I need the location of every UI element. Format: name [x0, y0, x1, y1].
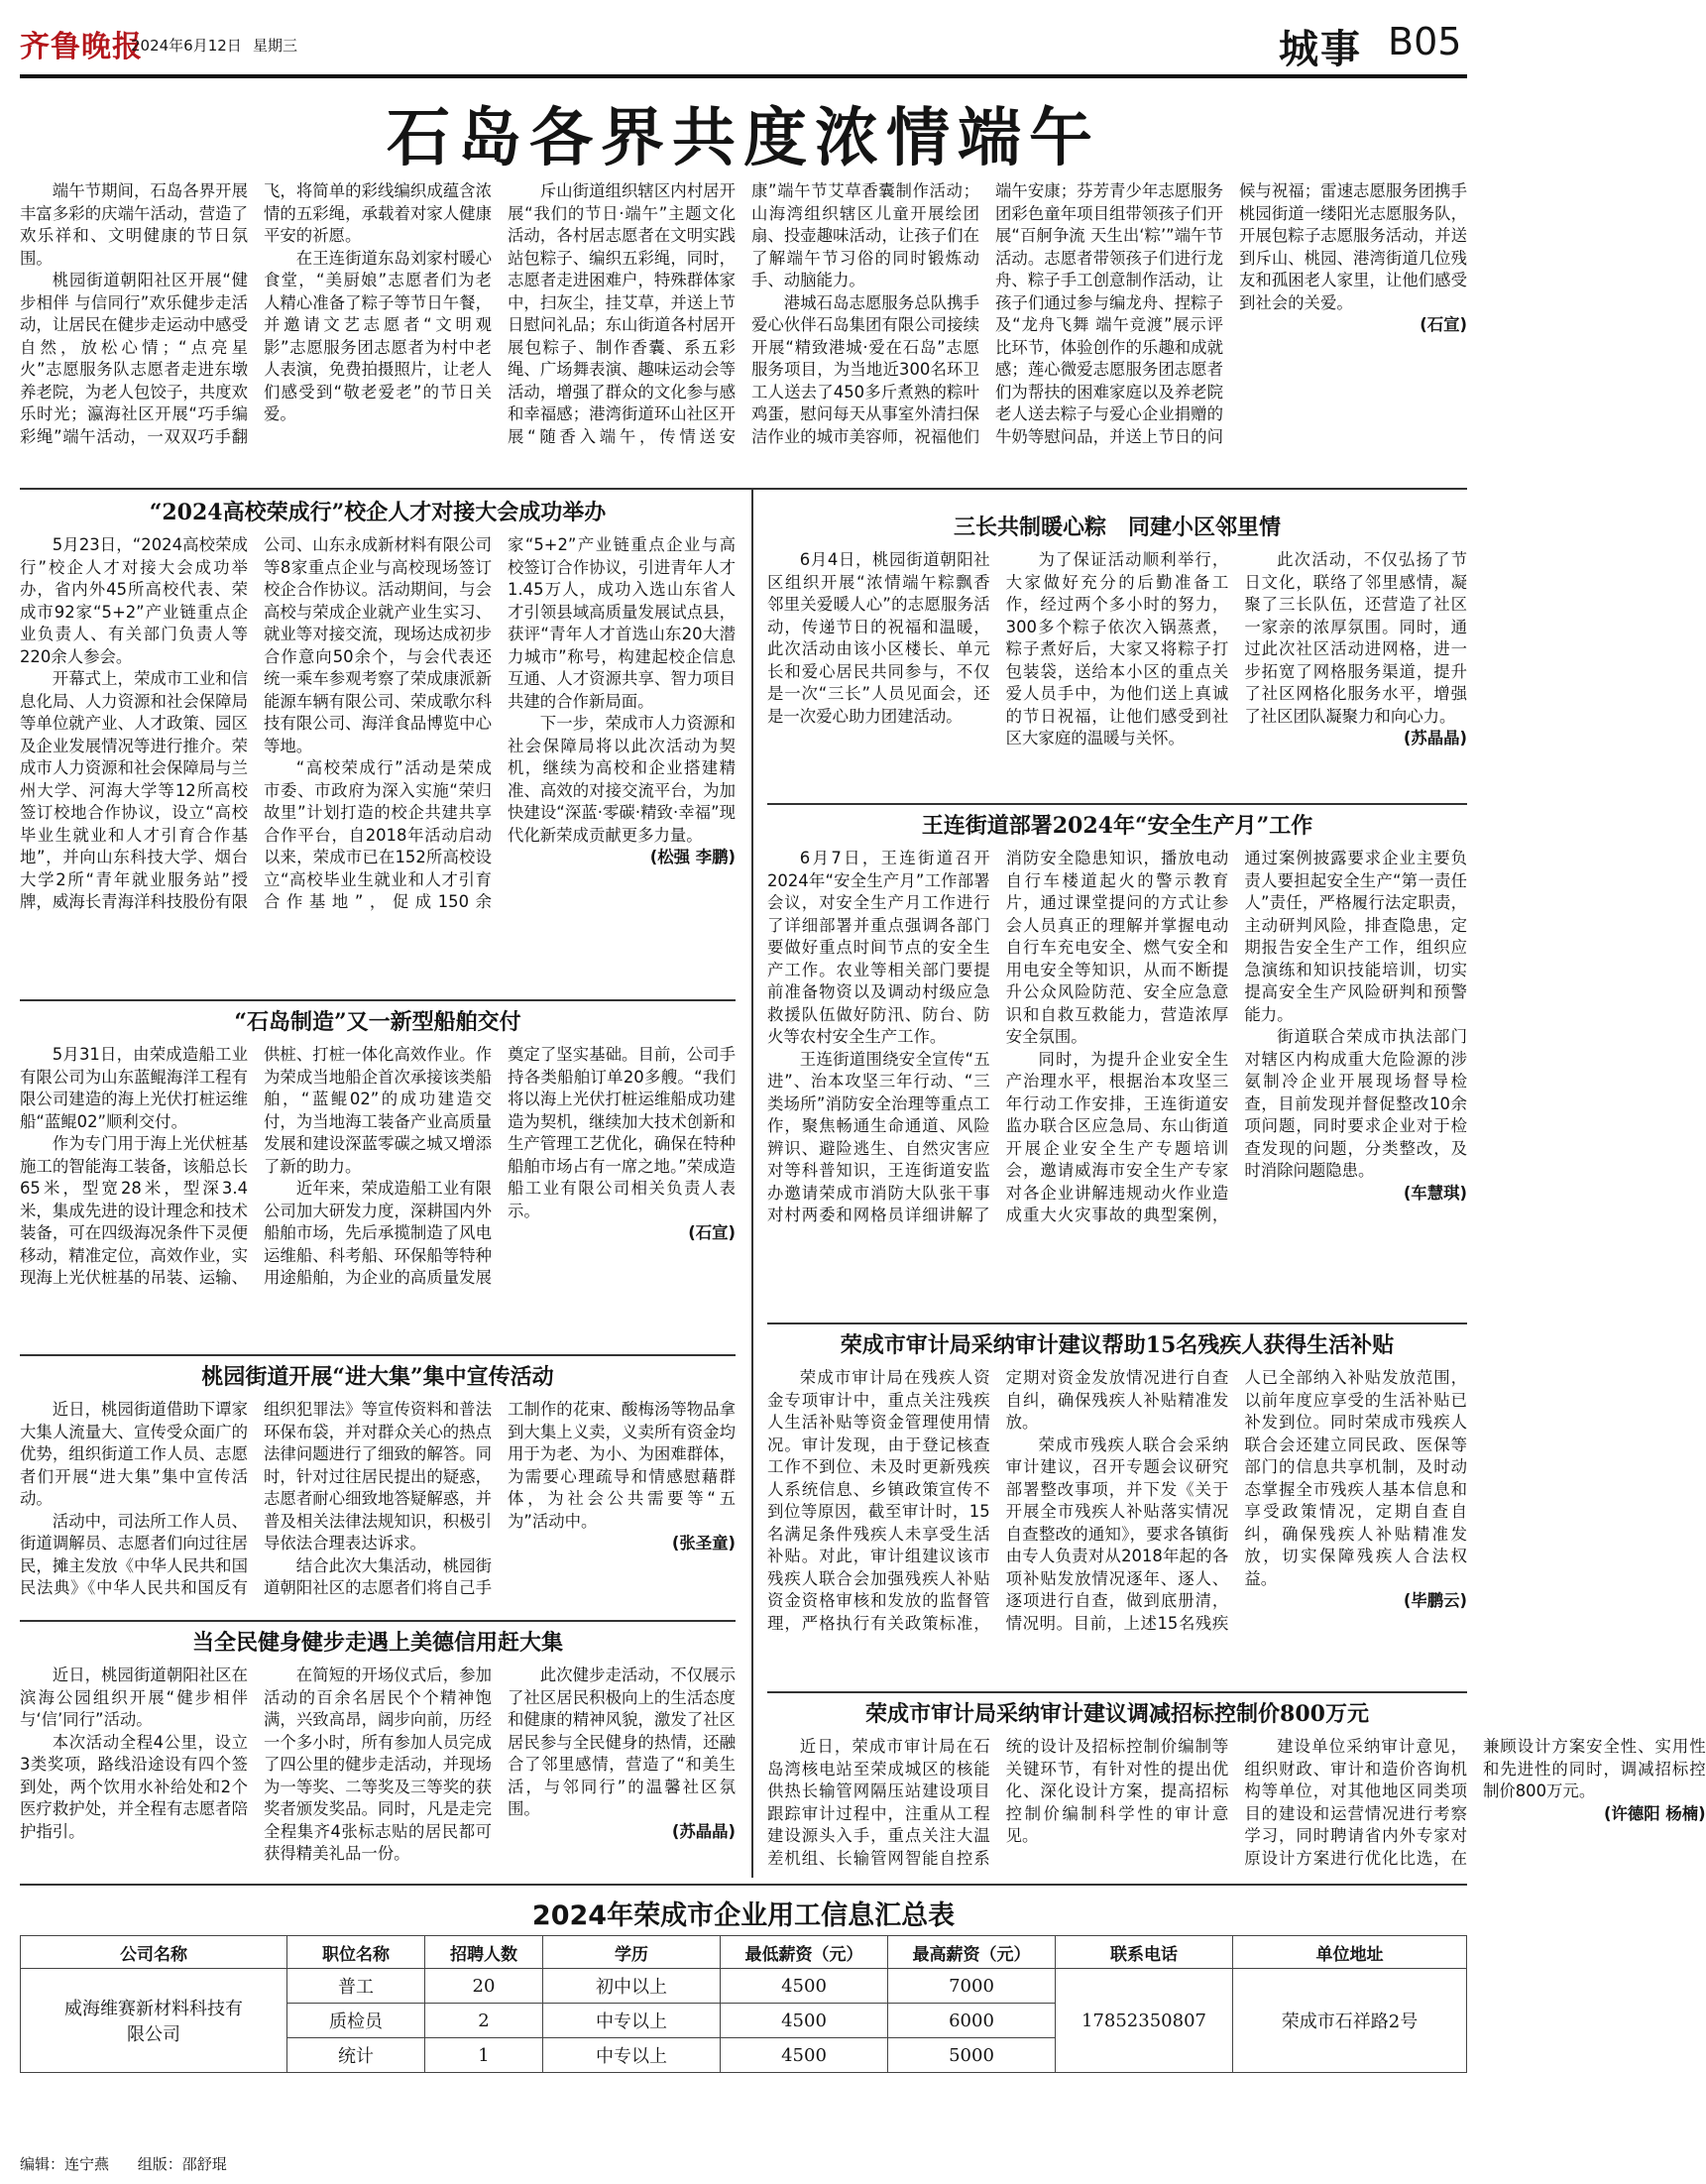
talent-article — [20, 496, 736, 997]
lead-paragraph: 桃园街道朝阳社区开展“健步相伴 与信同行”欢乐健步走活动，让居民在健步走运动中感受自然，放松心情；“点亮星火”志愿服务队志愿者走进东墩养老院，为老人包饺子，共度欢乐时光；瀛海社区开展“巧手编彩绳”端午活动，一双双巧手翻飞，将简单的彩线编织成蕴含浓情的五彩绳，承载着对家人健康平安的祈愿。 — [20, 181, 492, 446]
max-salary-cell: 6000 — [888, 2004, 1056, 2038]
lead-article — [20, 180, 1467, 486]
max-salary-cell: 7000 — [888, 1969, 1056, 2004]
audit-article — [767, 1328, 1467, 1689]
zongzi-body — [767, 549, 1467, 805]
taoyuan-paragraph: 结合此次大集活动，桃园街道朝阳社区的志愿者们将自己手工制作的花束、酸梅汤等物品拿到大集上义卖，义卖所有资金均用于为老、为小、为困难群体，为需要心理疏导和情感慰藉群体，为社会公共需要等“五为”活动中。 — [264, 1400, 736, 1597]
talent-author: (松强 李鹏) — [649, 848, 736, 866]
ship-author-line — [508, 1222, 736, 1245]
lead-paragraph: 在王连街道东岛刘家村暖心食堂，“美厨娘”志愿者们为老人精心准备了粽子等节日午餐，并邀请文艺志愿者“文明观影”志愿服务团志愿者为村中老人表演，免费拍摄照片，让老人们感受到“敬老爱老”的节日关爱。 — [264, 248, 492, 423]
fitness-paragraph: 本次活动全程4公里，设立3类奖项，路线沿途设有四个签到处，两个饮用水补给处和2个医疗救护处，并全程有志愿者陪护指引。 — [20, 1732, 248, 1841]
taoyuan-paragraph: 活动中，司法所工作人员、街道调解员、志愿者们向过往居民，摊主发放《中华人民共和国民法典》《中华人民共和国反有组织犯罪法》等宣传资料和普法环保布袋，并对群众关心的热点法律问题进行了细致的解答。同时，针对过往居民提出的疑惑，志愿者耐心细致地答疑解惑，并普及相关法律法规知识，积极引导依法合理表达诉求。 — [20, 1400, 492, 1597]
talent-paragraph: 下一步，荣成市人力资源和社会保障局将以此次活动为契机，继续为高校和企业搭建精准、高效的对接交流平台，为加快建设“深蓝·零碳·精致·幸福”现代化新荣成贡献更多力量。 — [508, 714, 736, 845]
min-salary-cell: 4500 — [721, 2004, 888, 2038]
header-count: 招聘人数 — [425, 1936, 543, 1969]
issue-weekday: 星期三 — [253, 37, 298, 55]
ship-paragraph: 近年来，荣成造船工业有限公司加大研发力度，深耕国内外船舶市场，先后承揽制造了风电运维船、科考船、环保船等特种用途船舶，为企业的高质量发展奠定了坚实基础。目前，公司手持各类船舶订单20多艘。“我们将以海上光伏打桩运维船成功建造为契机，继续加大技术创新和生产管理工艺优化，确保在特种船舶市场占有一席之地。”荣成造船工业有限公司相关负责人表示。 — [264, 1045, 736, 1287]
lead-author: (石宣) — [1420, 315, 1467, 334]
masthead — [20, 0, 1467, 78]
count-cell: 2 — [425, 2004, 543, 2038]
talent-body — [20, 534, 736, 992]
safety-article — [767, 809, 1467, 1321]
header-company: 公司名称 — [21, 1936, 287, 1969]
count-cell: 20 — [425, 1969, 543, 2004]
divider — [20, 1354, 736, 1356]
page-number: B05 — [1388, 20, 1462, 63]
safety-paragraph: 王连街道围绕安全宣传“五进”、治本攻坚三年行动、“三类场所”消防安全治理等重点工作，聚焦畅通生命通道、风险辨识、避险逃生、自然灾害应对等科普知识，王连街道安监办邀请荣成市消防大队张干事对村两委和网格员详细讲解了消防安全隐患知识，播放电动自行车楼道起火的警示教育片，通过课堂提问的方式让参会人员真正的理解并掌握电动自行车充电安全、燃气安全和用电安全等知识，从而不断提升公众风险防范、安全应急意识和自救互救能力，营造浓厚安全氛围。 — [767, 849, 1229, 1224]
header-phone: 联系电话 — [1056, 1936, 1233, 1969]
header-position: 职位名称 — [287, 1936, 425, 1969]
fitness-paragraph: 近日，桃园街道朝阳社区在滨海公园组织开展“健步相伴 与‘信’同行”活动。 — [20, 1666, 248, 1729]
header-max-salary: 最高薪资（元） — [888, 1936, 1056, 1969]
ship-body — [20, 1044, 736, 1349]
safety-paragraph: 街道联合荣成市执法部门对辖区内构成重大危险源的涉氨制冷企业开展现场督导检查，目前发现并督促整改10余项问题，同时要求企业对于检查发现的问题，分类整改，及时消除问题隐患。 — [1244, 1027, 1467, 1180]
divider — [20, 999, 736, 1001]
education-cell: 中专以上 — [543, 2038, 721, 2073]
talent-author-line — [508, 847, 736, 869]
audit-author: (毕鹏云) — [1403, 1591, 1467, 1610]
taoyuan-body — [20, 1399, 736, 1615]
taoyuan-author-line — [508, 1533, 736, 1555]
bid-paragraph: 建设单位采纳审计意见，组织财政、审计和造价咨询机构等单位，对其他地区同类项目的建设和运营情况进行考察学习，同时聘请省内外专家对原设计方案进行优化比选，在兼顾设计方案安全性、实用性和先进性的同时，调减招标控制价800万元。 — [1244, 1737, 1706, 1868]
ship-article — [20, 1005, 736, 1352]
audit-body — [767, 1367, 1467, 1686]
talent-paragraph: 开幕式上，荣成市工业和信息化局、人力资源和社会保障局等单位就产业、人才政策、园区及企业发展情况等进行推介。荣成市人力资源和社会保障局与兰州大学、河海大学等12所高校签订校地合作协议，设立“高校毕业生就业和人才引育合作基地”，并向山东科技大学、烟台大学2所“青年就业服务站”授牌，威海长青海洋科技股份有限公司、山东永成新材料有限公司等8家重点企业与高校现场签订校企合作协议。活动期间，与会高校与荣成企业就产业生实习、就业等对接交流，现场达成初步合作意向50余个，与会代表还统一乘车参观考察了荣成康派新能源车辆有限公司、荣成歌尔科技有限公司、海洋食品博览中心等地。 — [20, 535, 492, 911]
talent-paragraph: 5月23日，“2024高校荣成行”校企人才对接大会成功举办，省内外45所高校代表、荣成市92家“5+2”产业链重点企业负责人、有关部门负责人等220余人参会。 — [20, 535, 248, 666]
zongzi-article — [767, 511, 1467, 808]
audit-author-line — [1244, 1590, 1467, 1613]
fitness-author-line — [508, 1821, 736, 1844]
layout-credit: 组版：邵舒琨 — [137, 2155, 227, 2173]
count-cell: 1 — [425, 2038, 543, 2073]
divider — [20, 488, 1467, 490]
fitness-author: (苏晶晶) — [671, 1821, 736, 1841]
zongzi-author-line — [1244, 728, 1467, 750]
zongzi-paragraph: 为了保证活动顺利举行，大家做好充分的后勤准备工作，经过两个多小时的努力，300多个粽子依次入锅蒸煮，粽子煮好后，大家又将粽子打包装袋，送给本小区的重点关爱人员手中，为他们送上真诚的节日祝福，让他们感受到社区大家庭的温暖与关怀。 — [1005, 550, 1229, 747]
issue-date: 2024年6月12日 — [131, 37, 242, 55]
fitness-paragraph: 此次健步走活动，不仅展示了社区居民积极向上的生活态度和健康的精神风貌，激发了社区居民参与全民健身的热情，还融合了邻里感情，营造了“和美生活，与邻同行”的温馨社区氛围。 — [508, 1666, 736, 1818]
divider — [767, 1691, 1467, 1693]
newspaper-logo: 齐鲁晚报 — [20, 30, 143, 64]
talent-paragraph: “高校荣成行”活动是荣成市委、市政府为深入实施“荣归故里”计划打造的校企共建共享合作平台，自2018年活动启动以来，荣成市已在152所高校设立“高校毕业生就业和人才引育合作基地”，促成150余家“5+2”产业链重点企业与高校签订合作协议，引进青年人才1.45万人，成功入选山东省人才引领县域高质量发展试点县，获评“青年人才首选山东20大潜力城市”称号，构建起校企信息互通、人才资源共享、智力项目共建的合作新局面。 — [264, 535, 736, 911]
page-footer — [20, 2153, 251, 2174]
position-cell: 普工 — [287, 1969, 425, 2004]
zongzi-title: 三长共制暖心粽 同建小区邻里情 — [953, 515, 1281, 540]
zongzi-paragraph: 此次活动，不仅弘扬了节日文化，联络了邻里感情，凝聚了三长队伍，还营造了社区一家亲的浓厚氛围。同时，通过此次社区活动进网格，进一步拓宽了网格服务渠道，提升了社区网格化服务水平，增强了社区团队凝聚力和向心力。 — [1244, 550, 1467, 726]
phone-cell: 17852350807 — [1056, 1969, 1233, 2073]
taoyuan-title: 桃园街道开展“进大集”集中宣传活动 — [201, 1364, 554, 1390]
audit-paragraph: 荣成市残疾人联合会采纳审计建议，召开专题会议研究部署整改事项，并下发《关于开展全市残疾人补贴落实情况自查整改的通知》，要求各镇街由专人负责对从2018年起的各项补贴发放情况逐年、逐人、逐项进行自查，做到底册清，情况明。目前，上述15名残疾人已全部纳入补贴发放范围，以前年度应享受的生活补贴已补发到位。同时荣成市残疾人联合会还建立同民政、医保等部门的信息共享机制，及时动态掌握全市残疾人基本信息和享受政策情况，定期自查自纠，确保残疾人补贴精准发放，切实保障残疾人合法权益。 — [1005, 1368, 1467, 1633]
safety-paragraph: 同时，为提升企业安全生产治理水平，根据治本攻坚三年行动工作安排，王连街道安监办联合区应急局、东山街道开展企业安全生产专题培训会，邀请威海市安全生产专家对各企业讲解违规动火作业造成重大火灾事故的典型案例，通过案例披露要求企业主要负责人要担起安全生产“第一责任人”责任，严格履行法定职责，主动研判风险，排查隐患，定期报告安全生产工作，组织应急演练和知识技能培训，切实提高安全生产风险研判和预警能力。 — [1005, 849, 1467, 1224]
header-education: 学历 — [543, 1936, 721, 1969]
safety-body — [767, 848, 1467, 1318]
education-cell: 中专以上 — [543, 2004, 721, 2038]
divider — [767, 1322, 1467, 1324]
ship-author: (石宣) — [688, 1223, 736, 1242]
fitness-title: 当全民健身健步走遇上美德信用赶大集 — [191, 1630, 563, 1656]
talent-title: “2024高校荣成行”校企人才对接大会成功举办 — [149, 500, 607, 525]
ship-paragraph: 作为专门用于海上光伏桩基施工的智能海工装备，该船总长65米，型宽28米，型深3.4米，集成先进的设计理念和技术装备，可在四级海况条件下灵便移动，精准定位，高效作业，实现海上光伏桩基的吊装、运输、供桩、打桩一体化高效作业。作为荣成当地船企首次承接该类船舶，“蓝鲲02”的成功建造交付，为当地海工装备产业高质量发展和建设深蓝零碳之城又增添了新的助力。 — [20, 1045, 492, 1287]
bid-author-line — [1483, 1803, 1706, 1826]
editor-credit: 编辑：连宁燕 — [20, 2155, 110, 2173]
taoyuan-paragraph: 近日，桃园街道借助下谭家大集人流量大、宣传受众面广的优势，组织街道工作人员、志愿者们开展“进大集”集中宣传活动。 — [20, 1400, 248, 1508]
jobs-table — [20, 1935, 1467, 2073]
bid-paragraph: 近日，荣成市审计局在石岛湾核电站至荣成城区的核能供热长输管网隔压站建设项目跟踪审计过程中，注重从工程建设源头入手，重点关注大温差机组、长输管网智能自控系统的设计及招标控制价编制等关键环节，有针对性的提出优化、深化设计方案，提高招标控制价编制科学性的审计意见。 — [767, 1737, 1229, 1868]
lead-article-body — [20, 180, 1467, 486]
min-salary-cell: 4500 — [721, 2038, 888, 2073]
max-salary-cell: 5000 — [888, 2038, 1056, 2073]
safety-title: 王连街道部署2024年“安全生产月”工作 — [921, 813, 1313, 839]
position-cell: 质检员 — [287, 2004, 425, 2038]
zongzi-paragraph: 6月4日，桃园街道朝阳社区组织开展“浓情端午粽飘香 邻里关爱暖人心”的志愿服务活动，传递节日的祝福和温暖，此次活动由该小区楼长、单元长和爱心居民共同参与，不仅是一次“三长”人员见面会，还是一次爱心助力团建活动。 — [767, 550, 990, 726]
main-headline: 石岛各界共度浓情端午 — [387, 101, 1100, 175]
divider — [20, 1884, 1467, 1886]
min-salary-cell: 4500 — [721, 1969, 888, 2004]
taoyuan-author: (张圣童) — [671, 1534, 736, 1552]
fitness-article — [20, 1626, 736, 1880]
jobs-table-header-row — [21, 1936, 1467, 1969]
safety-author: (车慧琪) — [1403, 1183, 1467, 1203]
ship-title: “石岛制造”又一新型船舶交付 — [234, 1009, 521, 1035]
company-cell: 威海维赛新材料科技有限公司 — [21, 1969, 287, 2073]
fitness-body — [20, 1665, 736, 1877]
divider — [767, 803, 1467, 805]
education-cell: 初中以上 — [543, 1969, 721, 2004]
lead-paragraph: 港城石岛志愿服务总队携手爱心伙伴石岛集团有限公司接续开展“精致港城·爱在石岛”志愿服务项目，为当地近300名环卫工人送去了450多斤煮熟的粽叶鸡蛋，慰问每天从事室外清扫保洁作业的城市美容师，祝福他们端午安康；芬芳青少年志愿服务团彩色童年项目组带领孩子们开展“百舸争流 天生出‘粽’”端午节活动。志愿者带领孩子们进行龙舟、粽子手工创意制作活动，让孩子们通过参与编龙舟、捏粽子及“龙舟飞舞 端午竞渡”展示评比环节，体验创作的乐趣和成就感；莲心微爱志愿服务团志愿者们为帮扶的困难家庭以及养老院老人送去粽子与爱心企业捐赠的牛奶等慰问品，并送上节日的问候与祝福；雷速志愿服务团携手桃园街道一缕阳光志愿服务队，开展包粽子志愿服务活动，并送到斥山、桃园、港湾街道几位残友和孤困老人家里，让他们感受到社会的关爱。 — [751, 181, 1467, 446]
safety-paragraph: 6月7日，王连街道召开2024年“安全生产月”工作部署会议，对安全生产月工作进行了详细部署并重点强调各部门要做好重点时间节点的安全生产工作。农业等相关部门要提前准备物资以及调动村级应急救援队伍做好防汛、防台、防火等农村安全生产工作。 — [767, 849, 990, 1046]
lead-paragraph: 端午节期间，石岛各界开展丰富多彩的庆端午活动，营造了欢乐祥和、文明健康的节日氛围。 — [20, 181, 248, 268]
bid-title: 荣成市审计局采纳审计建议调减招标控制价800万元 — [865, 1701, 1369, 1727]
ship-paragraph: 5月31日，由荣成造船工业有限公司为山东蓝鲲海洋工程有限公司建造的海上光伏打桩运维船“蓝鲲02”顺利交付。 — [20, 1045, 248, 1131]
bid-article — [767, 1697, 1706, 1882]
header-min-salary: 最低薪资（元） — [721, 1936, 888, 1969]
audit-title: 荣成市审计局采纳审计建议帮助15名残疾人获得生活补贴 — [840, 1332, 1395, 1358]
lead-paragraph: 斥山街道组织辖区内村居开展“我们的节日·端午”主题文化活动，各村居志愿者在文明实践站包粽子、编织五彩绳，同时，志愿者走进困难户，特殊群体家中，扫灰尘，挂艾草，并送上节日慰问礼品；东山街道各村居开展包粽子、制作香囊、系五彩绳、广场舞表演、趣味运动会等活动，增强了群众的文化参与感和幸福感；港湾街道环山社区开展“随香入端午，传情送安康”端午节艾草香囊制作活动；山海湾组织辖区儿童开展绘团扇、投壶趣味活动，让孩子们在了解端午节习俗的同时锻炼动手、动脑能力。 — [508, 181, 979, 446]
divider — [20, 1620, 736, 1622]
zongzi-author: (苏晶晶) — [1403, 729, 1467, 747]
position-cell: 统计 — [287, 2038, 425, 2073]
bid-body — [767, 1736, 1706, 1879]
safety-author-line — [1244, 1183, 1467, 1206]
header-address: 单位地址 — [1233, 1936, 1467, 1969]
section-name: 城事 — [1279, 27, 1362, 72]
lead-author-line — [1239, 314, 1467, 337]
column-divider — [751, 490, 753, 1878]
jobs-table-title: 2024年荣成市企业用工信息汇总表 — [531, 1900, 956, 1931]
newspaper-page — [20, 0, 1706, 2184]
bid-author: (许德阳 杨楠) — [1603, 1803, 1706, 1823]
taoyuan-article — [20, 1360, 736, 1618]
fitness-paragraph: 在简短的开场仪式后，参加活动的百余名居民个个精神饱满，兴致高昂，阔步向前，历经一个多小时，所有参加人员完成了四公里的健步走活动，并现场为一等奖、二等奖及三等奖的获奖者颁发奖品。同时，凡是走完全程集齐4张标志贴的居民都可获得精美礼品一份。 — [264, 1666, 492, 1863]
table-row — [21, 1969, 1467, 2004]
address-cell: 荣成市石祥路2号 — [1233, 1969, 1467, 2073]
audit-paragraph: 荣成市审计局在残疾人资金专项审计中，重点关注残疾人生活补贴等资金管理使用情况。审计发现，由于登记核查工作不到位、未及时更新残疾人系统信息、乡镇政策宣传不到位等原因，截至审计时，15名满足条件残疾人未享受生活补贴。对此，审计组建议该市残疾人联合会加强残疾人补贴资金资格审核和发放的监督管理，严格执行有关政策标准，定期对资金发放情况进行自查自纠，确保残疾人补贴精准发放。 — [767, 1368, 1229, 1633]
